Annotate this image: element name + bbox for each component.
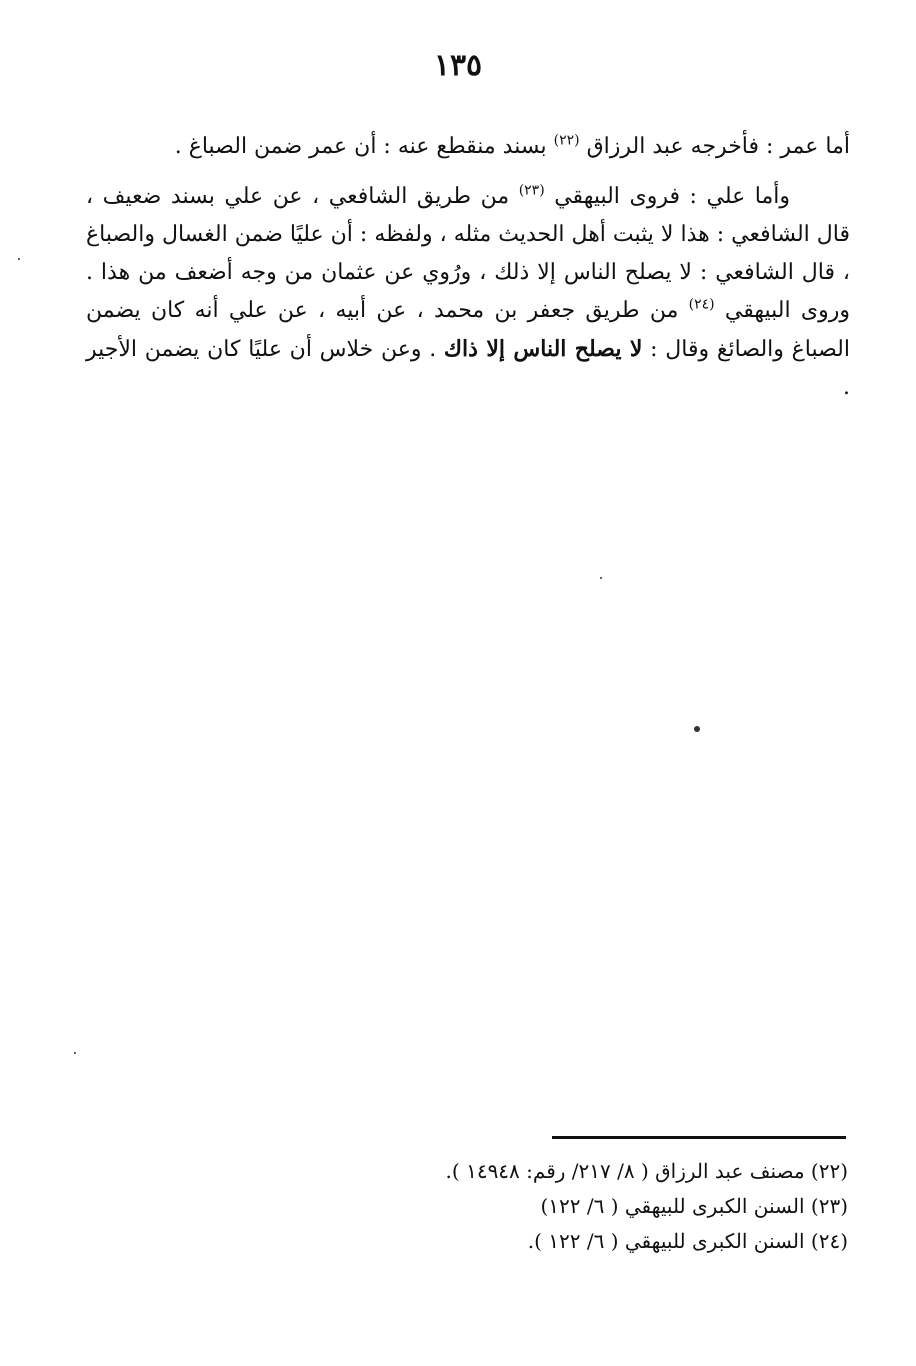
footnote-22: (٢٢) مصنف عبد الرزاق ( ٨/ ٢١٧/ رقم: ١٤٩٤٨ ). [445,1159,848,1183]
scan-speck [74,1052,76,1054]
bold-quote: لا يصلح الناس إلا ذاك [443,336,643,362]
scan-speck [18,258,20,260]
paragraph-text: وأما علي : فروى البيهقي [544,184,791,209]
footnote-ref-22[interactable]: (٢٢) [553,132,580,149]
paragraph-indent [790,184,850,209]
paragraph-text: أما عمر : فأخرجه عبد الرزاق [579,134,850,159]
paragraph-ali [86,178,850,407]
footnote-ref-24[interactable]: (٢٤) [688,296,715,313]
scan-speck [600,577,602,579]
footnote-23: (٢٣) السنن الكبرى للبيهقي ( ٦/ ١٢٢) [540,1194,848,1218]
paragraph-text: بسند منقطع عنه : أن عمر ضمن الصباغ . [174,134,554,159]
footnote-ref-23[interactable]: (٢٣) [518,182,545,199]
paragraph-text: من طريق جعفر بن محمد ، عن أبيه ، عن علي أنه كان يضمن الصباغ والصائغ وقال : [86,298,850,362]
main-text [86,128,850,407]
paragraph-text: من طريق الشافعي ، عن علي بسند ضعيف ، قال الشافعي : هذا لا يثبت أهل الحديث مثله ، ولفظه : أن عليًا ضمن الغسال والصباغ ، قال الشافعي : لا يصلح الناس إلا ذلك ، ورُوي عن عثمان من وجه أضعف من هذا . وروى البيهقي [86,184,850,323]
footnote-24: (٢٤) السنن الكبرى للبيهقي ( ٦/ ١٢٢ ). [527,1229,848,1253]
footnote-separator [552,1136,846,1139]
paragraph-omar [86,128,850,166]
scan-speck [694,726,700,732]
page-number: ١٣٥ [433,48,483,83]
paragraph-text: . وعن خلاس أن عليًا كان يضمن الأجير . [86,337,850,400]
footnotes [300,1154,848,1259]
